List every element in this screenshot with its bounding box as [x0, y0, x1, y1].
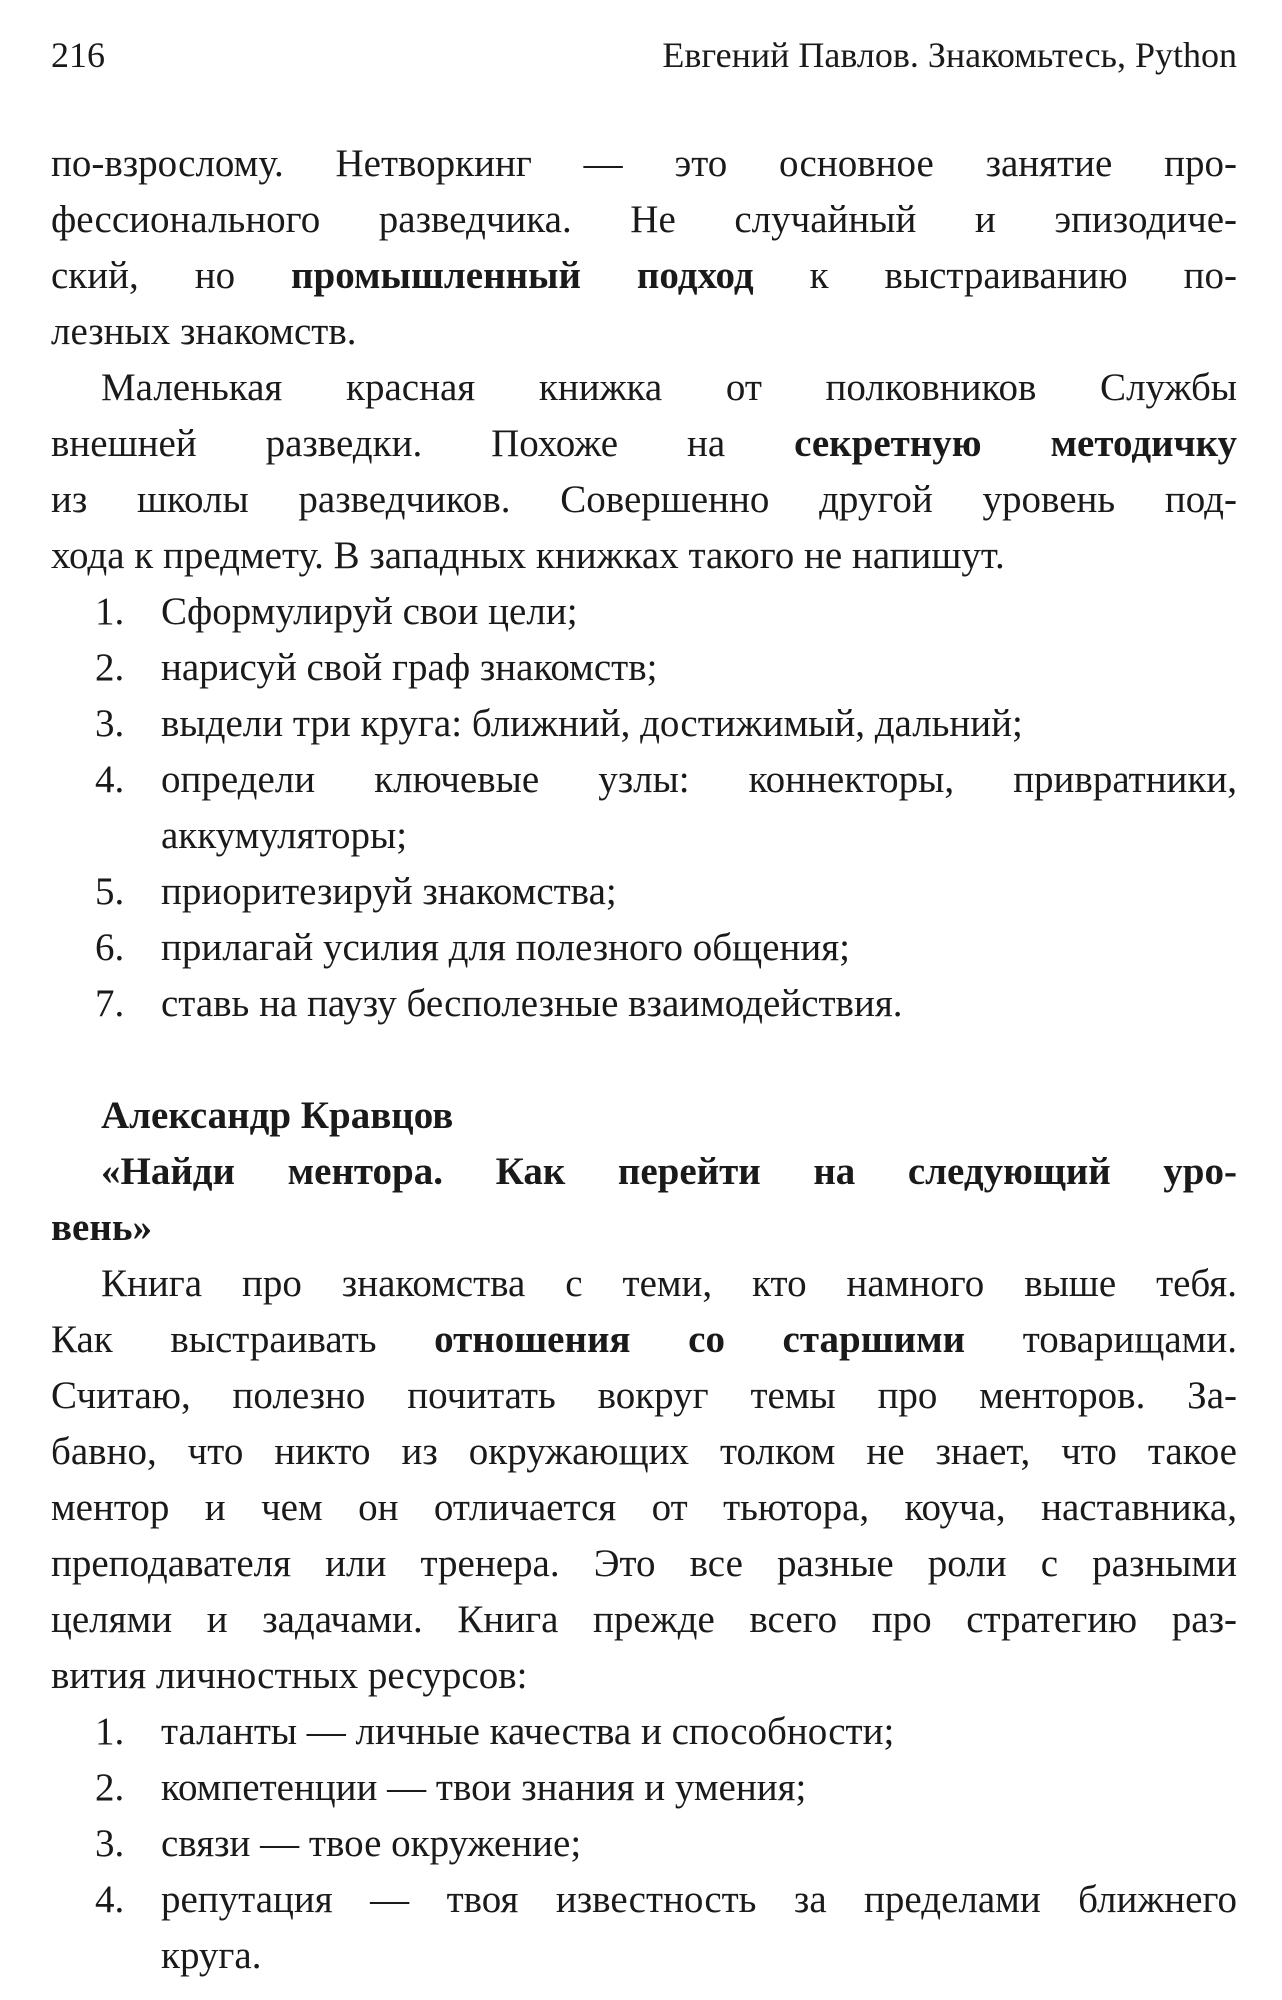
text-line [51, 1480, 1237, 1536]
text-line [51, 528, 1237, 584]
text-line [51, 1760, 1237, 1816]
list-number: 4. [95, 1878, 125, 1921]
running-title: Евгений Павлов. Знакомьтесь, Python [662, 35, 1237, 75]
list-number: 7. [95, 982, 125, 1025]
text-line [51, 1536, 1237, 1592]
text-run: выдели три круга: ближний, достижимый, дальний; [161, 702, 1023, 745]
paragraph [51, 360, 1237, 584]
text-run: фессионального разведчика. Не случайный и эпизодиче- [51, 198, 1237, 241]
list-number: 2. [95, 646, 125, 689]
text-line [51, 192, 1237, 248]
bold-text: секретную методичку [794, 422, 1237, 465]
text-line [51, 1368, 1237, 1424]
text-run: лезных знакомств. [51, 310, 357, 353]
list-item [51, 1704, 1237, 1760]
text-run: к выстраиванию по- [753, 254, 1237, 297]
list-number: 5. [95, 870, 125, 913]
text-run: Как выстраивать [51, 1318, 435, 1361]
list-item [51, 584, 1237, 640]
list-item [51, 1872, 1237, 1984]
text-run: аккумуляторы; [161, 814, 408, 857]
text-run: приоритезируй знакомства; [161, 870, 617, 913]
list-item [51, 920, 1237, 976]
list-number: 6. [95, 926, 125, 969]
text-run: ставь на паузу бесполезные взаимодействия. [161, 982, 903, 1025]
list-item [51, 1760, 1237, 1816]
list-item [51, 864, 1237, 920]
list-number: 3. [95, 702, 125, 745]
text-line [51, 1088, 1237, 1144]
text-line [51, 1144, 1237, 1200]
text-run: прилагай усилия для полезного общения; [161, 926, 850, 969]
text-line [51, 1816, 1237, 1872]
text-line [51, 1928, 1237, 1984]
text-run: из школы разведчиков. Совершенно другой уровень под- [51, 478, 1237, 521]
text-line [51, 472, 1237, 528]
text-line [51, 1592, 1237, 1648]
list-number: 1. [95, 590, 125, 633]
text-line [51, 1424, 1237, 1480]
text-line [51, 864, 1237, 920]
text-run: вень» [51, 1206, 152, 1249]
text-run: хода к предмету. В западных книжках такого не напишут. [51, 534, 1005, 577]
list-number: 3. [95, 1822, 125, 1865]
text-run: компетенции — твои знания и умения; [161, 1766, 807, 1809]
text-run: Александр Кравцов [101, 1094, 454, 1137]
paragraph [51, 136, 1237, 360]
list-number: 4. [95, 758, 125, 801]
text-run: товарищами. [965, 1318, 1237, 1361]
text-line [51, 920, 1237, 976]
numbered-list [51, 1704, 1237, 1984]
text-run: ментор и чем он отличается от тьютора, коуча, наставника, [51, 1486, 1237, 1529]
text-line [51, 976, 1237, 1032]
numbered-list [51, 584, 1237, 1032]
text-run: бавно, что никто из окружающих толком не знает, что такое [51, 1430, 1237, 1473]
text-line [51, 304, 1237, 360]
page-header [51, 30, 1237, 80]
text-run: нарисуй свой граф знакомств; [161, 646, 658, 689]
text-run: Книга про знакомства с теми, кто намного выше тебя. [101, 1262, 1237, 1305]
list-number: 1. [95, 1710, 125, 1753]
text-run: связи — твое окружение; [161, 1822, 582, 1865]
text-run: Считаю, полезно почитать вокруг темы про менторов. За- [51, 1374, 1237, 1417]
text-run: ский, но [51, 254, 292, 297]
text-line [51, 248, 1237, 304]
text-line [51, 584, 1237, 640]
page-number: 216 [51, 35, 105, 75]
text-line [51, 1872, 1237, 1928]
text-line [51, 1200, 1237, 1256]
bold-text: промышленный подход [291, 254, 754, 297]
text-line [51, 1648, 1237, 1704]
text-run: внешней разведки. Похоже на [51, 422, 795, 465]
text-line [51, 696, 1237, 752]
text-run: целями и задачами. Книга прежде всего про стратегию раз- [51, 1598, 1237, 1641]
text-line [51, 136, 1237, 192]
text-line [51, 640, 1237, 696]
text-run: вития личностных ресурсов: [51, 1654, 528, 1697]
text-line [51, 752, 1237, 808]
paragraph [51, 1256, 1237, 1704]
list-item [51, 1816, 1237, 1872]
text-run: определи ключевые узлы: коннекторы, привратники, [161, 758, 1237, 801]
text-run: репутация — твоя известность за пределами ближнего [161, 1878, 1237, 1921]
text-run: преподавателя или тренера. Это все разные роли с разными [51, 1542, 1237, 1585]
text-run: круга. [161, 1934, 262, 1977]
text-line [51, 360, 1237, 416]
list-item [51, 752, 1237, 864]
book-heading [51, 1088, 1237, 1256]
text-line [51, 1312, 1237, 1368]
bold-text: отношения со старшими [434, 1318, 966, 1361]
text-line [51, 1256, 1237, 1312]
text-line [51, 1704, 1237, 1760]
text-run: Сформулируй свои цели; [161, 590, 578, 633]
list-item [51, 640, 1237, 696]
text-line [51, 808, 1237, 864]
text-run: таланты — личные качества и способности; [161, 1710, 895, 1753]
text-run: «Найди ментора. Как перейти на следующий уро- [101, 1150, 1237, 1193]
list-number: 2. [95, 1766, 125, 1809]
list-item [51, 976, 1237, 1032]
text-run: Маленькая красная книжка от полковников Службы [101, 366, 1237, 409]
list-item [51, 696, 1237, 752]
text-line [51, 416, 1237, 472]
page-body [51, 136, 1237, 1984]
text-run: по-взрослому. Нетворкинг — это основное занятие про- [51, 142, 1237, 185]
